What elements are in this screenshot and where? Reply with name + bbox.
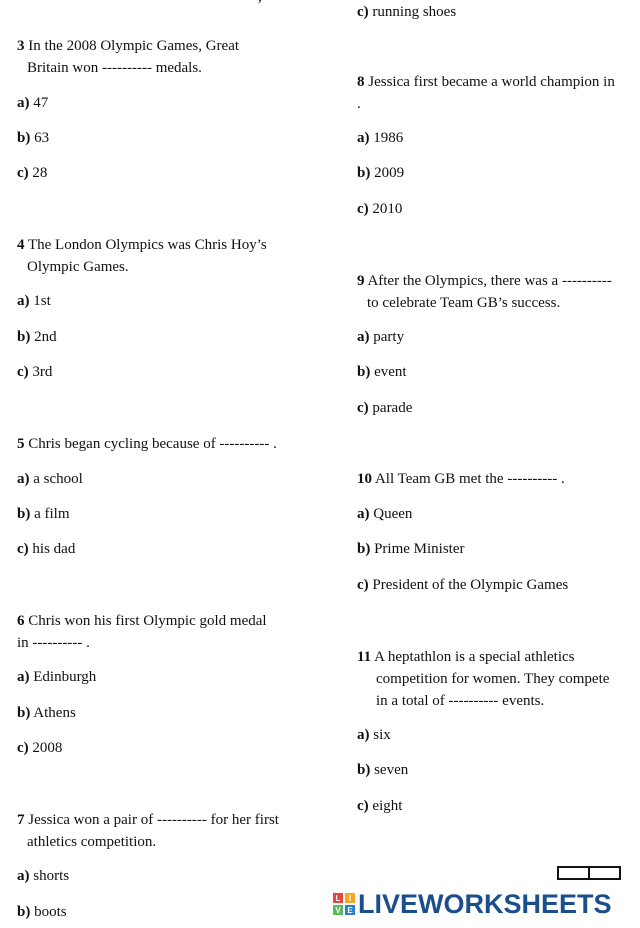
logo-tile: L xyxy=(333,893,343,903)
option-letter: a) xyxy=(17,95,30,111)
option-letter: b) xyxy=(17,904,31,920)
option-7a[interactable] xyxy=(17,865,69,887)
top-partial xyxy=(258,0,262,8)
option-letter: a) xyxy=(357,329,370,345)
logo-tiles-icon xyxy=(333,893,355,915)
option-6c[interactable] xyxy=(17,737,62,759)
option-text: shorts xyxy=(33,868,70,884)
option-text: six xyxy=(373,727,391,743)
option-11a[interactable] xyxy=(357,724,391,746)
logo-tile: V xyxy=(333,905,343,915)
question-text-cont: Britain won ---------- medals. xyxy=(27,60,202,76)
option-9a[interactable] xyxy=(357,326,404,348)
question-text-cont: competition for women. They compete xyxy=(376,671,610,687)
option-text: boots xyxy=(34,904,67,920)
option-letter: a) xyxy=(357,506,370,522)
question-11 xyxy=(357,646,609,712)
question-text-cont: athletics competition. xyxy=(27,834,157,850)
question-text-cont: in a total of ---------- events. xyxy=(376,693,545,709)
option-text: Athens xyxy=(33,705,76,721)
question-text: Jessica first became a world champion in xyxy=(368,74,615,90)
logo-tile: I xyxy=(345,893,355,903)
option-letter: c) xyxy=(17,541,29,557)
option-text: his dad xyxy=(32,541,76,557)
option-4b[interactable] xyxy=(17,326,57,348)
question-3 xyxy=(17,35,239,79)
option-letter: c) xyxy=(17,364,29,380)
option-3c[interactable] xyxy=(17,162,47,184)
option-letter: a) xyxy=(17,471,30,487)
option-text: Queen xyxy=(373,506,413,522)
option-letter: c) xyxy=(357,4,369,20)
question-text: After the Olympics, there was a ---------- xyxy=(367,273,612,289)
option-text: Prime Minister xyxy=(374,541,465,557)
box-1 xyxy=(557,866,590,880)
option-10b[interactable] xyxy=(357,538,465,560)
option-text: 2nd xyxy=(34,329,57,345)
question-8 xyxy=(357,71,615,115)
question-text: Chris won his first Olympic gold medal xyxy=(28,613,267,629)
option-5a[interactable] xyxy=(17,468,83,490)
logo-wordmark: LIVEWORKSHEETS xyxy=(358,888,612,919)
question-text: Chris began cycling because of ---------- . xyxy=(28,436,277,452)
option-text: 28 xyxy=(32,165,48,181)
option-text: running shoes xyxy=(372,4,457,20)
option-text: parade xyxy=(372,400,413,416)
option-7b[interactable] xyxy=(17,901,67,923)
option-9c[interactable] xyxy=(357,397,412,419)
option-6a[interactable] xyxy=(17,666,96,688)
option-5b[interactable] xyxy=(17,503,70,525)
question-text-cont: to celebrate Team GB’s success. xyxy=(367,295,561,311)
option-6b[interactable] xyxy=(17,702,76,724)
question-7 xyxy=(17,809,279,853)
option-text: eight xyxy=(372,798,403,814)
question-5 xyxy=(17,433,277,455)
option-8a[interactable] xyxy=(357,127,403,149)
question-4 xyxy=(17,234,267,278)
question-text: In the 2008 Olympic Games, Great xyxy=(28,38,240,54)
option-letter: c) xyxy=(357,798,369,814)
option-8c[interactable] xyxy=(357,198,402,220)
question-number: 4 xyxy=(17,237,25,253)
option-4c[interactable] xyxy=(17,361,52,383)
logo-tile: E xyxy=(345,905,355,915)
option-letter: c) xyxy=(357,400,369,416)
option-text: a film xyxy=(34,506,70,522)
question-9 xyxy=(357,270,612,314)
option-letter: b) xyxy=(357,762,371,778)
option-letter: a) xyxy=(357,130,370,146)
option-text: a school xyxy=(33,471,83,487)
option-text: 2008 xyxy=(32,740,63,756)
option-9b[interactable] xyxy=(357,361,407,383)
option-text: 1st xyxy=(33,293,51,309)
question-text: A heptathlon is a special athletics xyxy=(374,649,575,665)
question-number: 11 xyxy=(357,649,372,665)
question-10 xyxy=(357,468,565,490)
option-3a[interactable] xyxy=(17,92,48,114)
option-text: event xyxy=(374,364,407,380)
option-10c[interactable] xyxy=(357,574,568,596)
question-number: 10 xyxy=(357,471,372,487)
option-letter: b) xyxy=(17,705,31,721)
option-letter: a) xyxy=(17,868,30,884)
option-text: 2010 xyxy=(372,201,403,217)
option-text: party xyxy=(373,329,405,345)
question-text-cont: in ---------- . xyxy=(17,635,90,651)
option-11c[interactable] xyxy=(357,795,402,817)
option-letter: c) xyxy=(357,577,369,593)
question-text: The London Olympics was Chris Hoy’s xyxy=(27,237,267,253)
option-5c[interactable] xyxy=(17,538,75,560)
option-letter: b) xyxy=(17,506,31,522)
option-text: Edinburgh xyxy=(33,669,97,685)
option-text: 1986 xyxy=(373,130,404,146)
option-letter: b) xyxy=(357,165,371,181)
option-text: 47 xyxy=(33,95,49,111)
option-letter: a) xyxy=(357,727,370,743)
question-number: 9 xyxy=(357,273,365,289)
option-letter: c) xyxy=(17,165,29,181)
question-number: 5 xyxy=(17,436,25,452)
option-letter: b) xyxy=(17,329,31,345)
option-3b[interactable] xyxy=(17,127,49,149)
option-letter: c) xyxy=(17,740,29,756)
question-text: All Team GB met the ---------- . xyxy=(374,471,565,487)
option-text: 2009 xyxy=(374,165,405,181)
option-7c[interactable] xyxy=(357,1,456,23)
option-4a[interactable] xyxy=(17,290,51,312)
page-boxes xyxy=(557,866,621,880)
question-text-cont: . xyxy=(357,96,361,112)
option-11b[interactable] xyxy=(357,759,408,781)
question-number: 6 xyxy=(17,613,25,629)
option-letter: b) xyxy=(17,130,31,146)
question-number: 7 xyxy=(17,812,25,828)
option-letter: a) xyxy=(17,293,30,309)
question-text: Jessica won a pair of ---------- for her first xyxy=(28,812,279,828)
option-text: President of the Olympic Games xyxy=(372,577,569,593)
option-10a[interactable] xyxy=(357,503,412,525)
option-letter: c) xyxy=(357,201,369,217)
option-letter: b) xyxy=(357,364,371,380)
question-number: 3 xyxy=(17,38,25,54)
option-text: 63 xyxy=(34,130,50,146)
option-8b[interactable] xyxy=(357,162,404,184)
question-6 xyxy=(17,610,267,654)
box-2 xyxy=(588,866,621,880)
option-text: 3rd xyxy=(32,364,53,380)
question-text-cont: Olympic Games. xyxy=(27,259,129,275)
option-letter: a) xyxy=(17,669,30,685)
option-text: seven xyxy=(374,762,409,778)
liveworksheets-logo xyxy=(333,888,633,920)
question-number: 8 xyxy=(357,74,365,90)
option-letter: b) xyxy=(357,541,371,557)
